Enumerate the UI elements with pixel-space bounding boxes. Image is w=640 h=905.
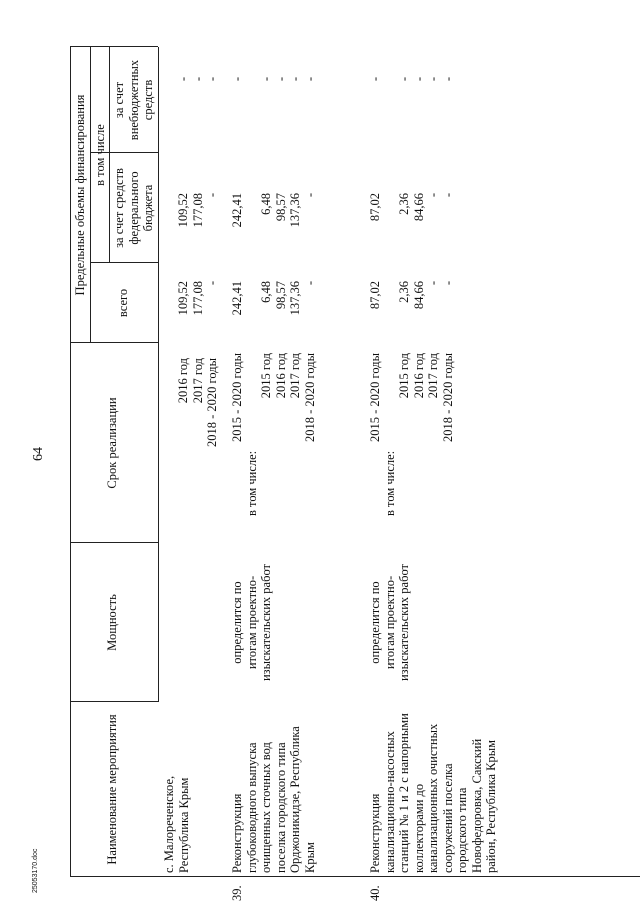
table-header-bottom-border	[158, 47, 159, 702]
row-39-federal: 242,41 6,48 98,57 137,36 -	[230, 193, 317, 228]
row-39-number: 39.	[230, 885, 244, 901]
row-cont-term: 2016 год 2017 год 2018 - 2020 годы	[176, 358, 219, 448]
row-39-capacity: определится по итогам проектно- изыскательских работ	[230, 563, 273, 682]
row-39-total: 242,41 6,48 98,57 137,36 -	[230, 281, 317, 316]
header-financing: Предельные объемы финансирования	[73, 94, 87, 296]
table-left-border	[70, 876, 640, 877]
row-40-term: 2015 - 2020 годы в том числе: 2015 год 2016 год 2017 год 2018 - 2020 годы	[368, 353, 455, 516]
row-cont-extra: - - -	[176, 77, 219, 82]
header-federal: за счет средств федерального бюджета	[112, 168, 155, 248]
header-capacity: Мощность	[105, 594, 119, 651]
page-number: 64	[31, 447, 46, 461]
row-40-federal: 87,02 2,36 84,66 - -	[368, 193, 455, 222]
table-top-border	[70, 47, 71, 877]
header-term: Срок реализации	[105, 397, 119, 489]
row-40-total: 87,02 2,36 84,66 - -	[368, 281, 455, 310]
header-name: Наименование мероприятия	[105, 714, 119, 865]
header-including: в том числе	[93, 124, 107, 186]
row-cont-total: 109,52 177,08 -	[176, 281, 219, 316]
header-total: всего	[116, 288, 130, 318]
financing-header-divider	[90, 47, 91, 343]
incl-header-divider	[109, 47, 110, 263]
file-label: 25053170.doc	[32, 848, 39, 893]
row-40-name: Реконструкция канализационно-насосных станций № 1 и 2 с напорными коллекторами до канализационных очистных сооружений поселка городского типа Новофедоровка, Сакский район, Республика Крым	[368, 713, 498, 873]
row-39-name: Реконструкция глубоководного выпуска очищенных сточных вод поселка городского типа Орджоникидзе, Республика Крым	[230, 726, 317, 873]
row-40-capacity: определится по итогам проектно- изыскательских работ	[368, 563, 411, 682]
row-cont-name: с. Малореченское, Республика Крым	[162, 775, 191, 873]
row-cont-federal: 109,52 177,08 -	[176, 193, 219, 228]
row-40-number: 40.	[368, 885, 382, 901]
row-39-extra: - - - - -	[230, 77, 317, 82]
row-39-term: 2015 - 2020 годы в том числе: 2015 год 2016 год 2017 год 2018 - 2020 годы	[230, 353, 317, 516]
row-40-extra: - - - - -	[368, 77, 455, 82]
header-extrabudget: за счет внебюджетных средств	[112, 59, 155, 141]
